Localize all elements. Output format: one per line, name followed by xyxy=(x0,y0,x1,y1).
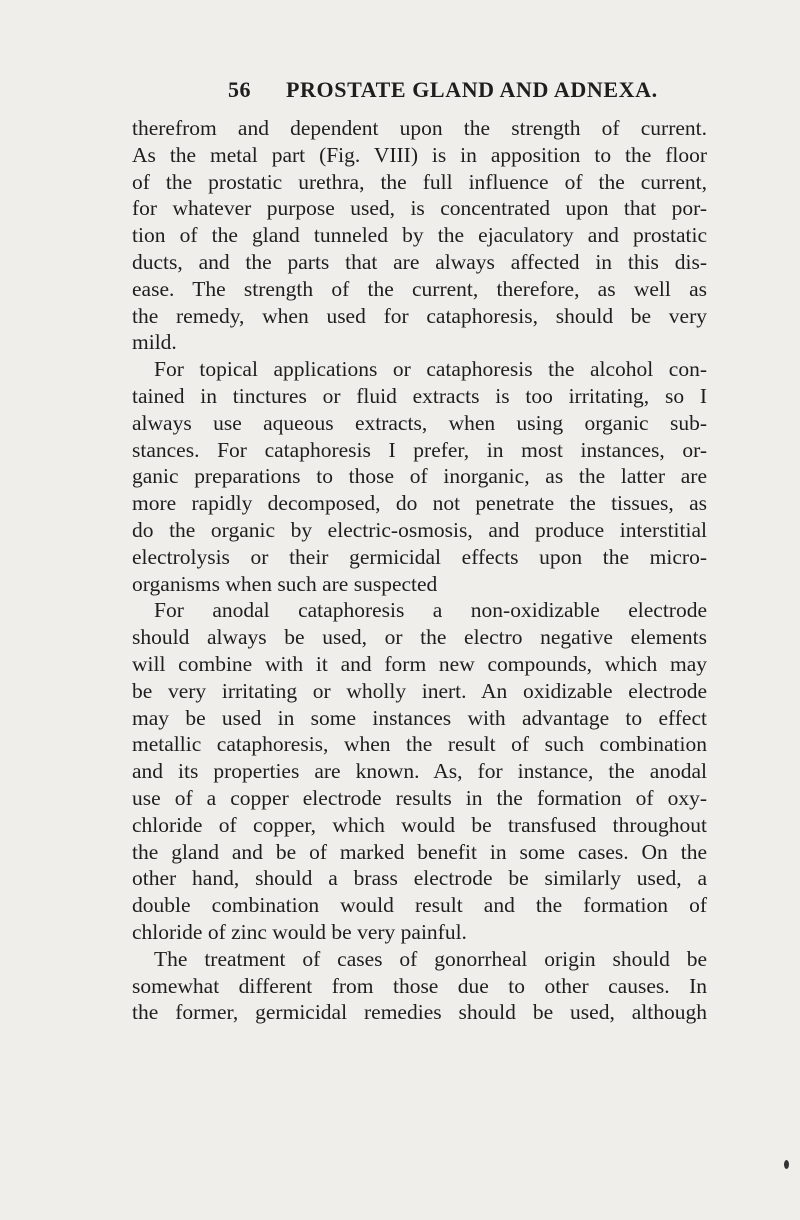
text-line: use of a copper electrode results in the formation of oxy- xyxy=(132,785,707,810)
text-line: and its properties are known. As, for instance, the anodal xyxy=(132,759,707,784)
text-line: therefrom and dependent upon the strength of current. xyxy=(132,116,707,140)
text-line: the gland and be of marked benefit in some cases. On the xyxy=(132,839,707,864)
text-line: double combination would result and the formation of xyxy=(132,893,707,918)
text-line: chloride of copper, which would be transfused throughout xyxy=(132,812,707,837)
text-line: The treatment of cases of gonorrheal origin should be xyxy=(154,946,707,971)
text-line: stances. For cataphoresis I prefer, in most instances, or- xyxy=(132,437,707,462)
running-title: PROSTATE GLAND AND ADNEXA. xyxy=(286,77,658,102)
page-number: 56 xyxy=(228,77,251,102)
text-line: of the prostatic urethra, the full influence of the current, xyxy=(132,169,707,194)
text-line: the former, germicidal remedies should be used, although xyxy=(132,1000,707,1025)
text-line: As the metal part (Fig. VIII) is in apposition to the floor xyxy=(132,142,707,167)
text-line: be very irritating or wholly inert. An oxidizable electrode xyxy=(132,678,707,703)
text-line: will combine with it and form new compounds, which may xyxy=(132,651,707,676)
text-line: organisms when such are suspected xyxy=(132,571,438,596)
text-line: more rapidly decomposed, do not penetrate the tissues, as xyxy=(132,491,707,516)
text-line: other hand, should a brass electrode be similarly used, a xyxy=(132,866,707,891)
text-line: For anodal cataphoresis a non-oxidizable electrode xyxy=(154,598,707,623)
text-line: tained in tinctures or fluid extracts is too irritating, so I xyxy=(132,383,707,408)
text-line: tion of the gland tunneled by the ejaculatory and prostatic xyxy=(132,223,707,248)
text-line: for whatever purpose used, is concentrated upon that por- xyxy=(132,196,707,221)
ink-speck xyxy=(784,1160,789,1169)
text-line: For topical applications or cataphoresis the alcohol con- xyxy=(154,357,707,382)
text-line: always use aqueous extracts, when using organic sub- xyxy=(132,410,707,435)
running-head xyxy=(0,77,800,107)
body-text xyxy=(132,115,707,1026)
text-line: electrolysis or their germicidal effects upon the micro- xyxy=(132,544,707,569)
text-line: should always be used, or the electro negative elements xyxy=(132,625,707,650)
text-line: chloride of zinc would be very painful. xyxy=(132,919,467,944)
text-line: do the organic by electric-osmosis, and produce interstitial xyxy=(132,517,707,542)
text-line: may be used in some instances with advantage to effect xyxy=(132,705,707,730)
text-line: ease. The strength of the current, therefore, as well as xyxy=(132,276,707,301)
text-line: somewhat different from those due to other causes. In xyxy=(132,973,707,998)
text-line: mild. xyxy=(132,330,177,355)
text-line: the remedy, when used for cataphoresis, should be very xyxy=(132,303,707,328)
text-line: ganic preparations to those of inorganic, as the latter are xyxy=(132,464,707,489)
text-line: ducts, and the parts that are always affected in this dis- xyxy=(132,249,707,274)
text-line: metallic cataphoresis, when the result of such combination xyxy=(132,732,707,757)
